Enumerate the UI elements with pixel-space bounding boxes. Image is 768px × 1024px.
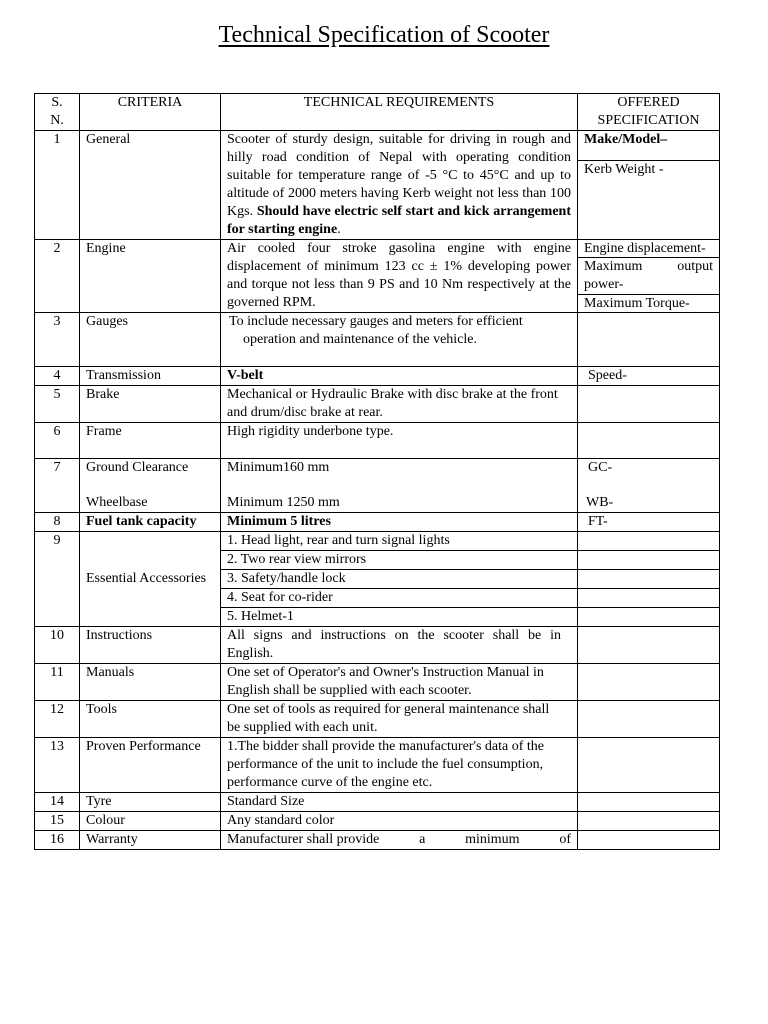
- criteria-cell: Engine: [80, 240, 221, 313]
- offered-cell: [578, 627, 720, 664]
- table-row: [35, 459, 720, 513]
- table-row: [35, 513, 720, 532]
- criteria-cell: [80, 459, 221, 513]
- criteria-cell: Tyre: [80, 793, 221, 812]
- row-number: 9: [35, 532, 80, 627]
- criteria-cell: Tools: [80, 701, 221, 738]
- row-number: 16: [35, 831, 80, 850]
- criteria-cell: Colour: [80, 812, 221, 831]
- accessory-item: 4. Seat for co-rider: [221, 589, 578, 608]
- offered-cell: [578, 589, 720, 608]
- criteria-cell: Brake: [80, 386, 221, 423]
- row-number: 14: [35, 793, 80, 812]
- table-row: [35, 738, 720, 793]
- table-row: [35, 532, 720, 551]
- table-row: [35, 240, 720, 313]
- row-number: 5: [35, 386, 80, 423]
- row-number: 10: [35, 627, 80, 664]
- offered-cell: [578, 831, 720, 850]
- offered-cell: Speed-: [578, 367, 720, 386]
- offered-maximum-output-power: Maximum output power-: [578, 257, 719, 294]
- requirement-cell: Any standard color: [221, 812, 578, 831]
- criteria-cell: Instructions: [80, 627, 221, 664]
- offered-cell: FT-: [578, 513, 720, 532]
- row-number: 2: [35, 240, 80, 313]
- offered-cell: [578, 423, 720, 459]
- requirement-cell: To include necessary gauges and meters for efficient operation and maintenance of the vehicle.: [221, 313, 578, 367]
- row-number: 1: [35, 131, 80, 240]
- specification-table: [34, 93, 720, 850]
- row-number: 6: [35, 423, 80, 459]
- row-number: 4: [35, 367, 80, 386]
- accessory-item: 2. Two rear view mirrors: [221, 551, 578, 570]
- accessory-item: 5. Helmet-1: [221, 608, 578, 627]
- table-row: [35, 627, 720, 664]
- header-row: [35, 94, 720, 131]
- row-number: 3: [35, 313, 80, 367]
- offered-engine-displacement: Engine displacement-: [584, 241, 706, 256]
- row-number: 12: [35, 701, 80, 738]
- requirement-cell: Mechanical or Hydraulic Brake with disc brake at the front and drum/disc brake at rear.: [221, 386, 578, 423]
- requirement-cell: One set of Operator's and Owner's Instruction Manual in English shall be supplied with each scooter.: [221, 664, 578, 701]
- offered-cell: [578, 313, 720, 367]
- row-number: 7: [35, 459, 80, 513]
- offered-cell: [578, 459, 720, 513]
- page-title: Technical Specification of Scooter: [218, 22, 550, 48]
- requirement-cell: One set of tools as required for general maintenance shall be supplied with each unit.: [221, 701, 578, 738]
- header-criteria: CRITERIA: [80, 94, 221, 131]
- offered-cell: [578, 131, 720, 240]
- offered-cell: [578, 701, 720, 738]
- header-offered-specification: OFFERED SPECIFICATION: [578, 94, 720, 131]
- offered-cell: [578, 608, 720, 627]
- table-row: [35, 313, 720, 367]
- offered-cell: [578, 532, 720, 551]
- table-row: [35, 793, 720, 812]
- table-row: [35, 812, 720, 831]
- table-row: [35, 831, 720, 850]
- requirement-cell: Air cooled four stroke gasolina engine with engine displacement of minimum 123 cc ± 1% developing power and torque not less than 9 PS and 10 Nm respectively at the governed RPM.: [221, 240, 578, 313]
- requirement-cell: Minimum 5 litres: [221, 513, 578, 532]
- criteria-cell: Frame: [80, 423, 221, 459]
- criteria-cell: General: [80, 131, 221, 240]
- header-technical-requirements: TECHNICAL REQUIREMENTS: [221, 94, 578, 131]
- table-row: [35, 423, 720, 459]
- offered-cell: [578, 386, 720, 423]
- criteria-cell: Transmission: [80, 367, 221, 386]
- row-number: 15: [35, 812, 80, 831]
- criteria-cell: Essential Accessories: [80, 532, 221, 627]
- criteria-cell: Warranty: [80, 831, 221, 850]
- offered-gc: GC-: [588, 460, 613, 475]
- requirement-cell: High rigidity underbone type.: [221, 423, 578, 459]
- accessory-item: 3. Safety/handle lock: [221, 570, 578, 589]
- table-row: [35, 701, 720, 738]
- criteria-cell: Gauges: [80, 313, 221, 367]
- accessory-item: 1. Head light, rear and turn signal lights: [221, 532, 578, 551]
- table-row: [35, 367, 720, 386]
- offered-maximum-torque: Maximum Torque-: [578, 294, 719, 312]
- offered-cell: [578, 738, 720, 793]
- requirement-cell: [221, 459, 578, 513]
- offered-cell: [578, 570, 720, 589]
- requirement-cell: 1.The bidder shall provide the manufacturer's data of the performance of the unit to include the fuel consumption, performance curve of the engine etc.: [221, 738, 578, 793]
- table-row: [35, 131, 720, 240]
- offered-make-model: Make/Model–: [584, 132, 668, 147]
- offered-wb: WB-: [586, 495, 614, 510]
- header-sn: S. N.: [35, 94, 80, 131]
- criteria-wheelbase: Wheelbase: [86, 495, 148, 510]
- table-row: [35, 386, 720, 423]
- requirement-cell: V-belt: [221, 367, 578, 386]
- offered-cell: [578, 240, 720, 313]
- offered-cell: [578, 812, 720, 831]
- requirement-ground-clearance: Minimum160 mm: [227, 460, 330, 475]
- requirement-cell: Manufacturer shall provide a minimum of: [221, 831, 578, 850]
- offered-cell: [578, 793, 720, 812]
- requirement-wheelbase: Minimum 1250 mm: [227, 495, 340, 510]
- offered-cell: [578, 664, 720, 701]
- requirement-cell: All signs and instructions on the scooter shall be in English.: [221, 627, 578, 664]
- offered-cell: [578, 551, 720, 570]
- criteria-cell: Proven Performance: [80, 738, 221, 793]
- requirement-cell: Standard Size: [221, 793, 578, 812]
- requirement-cell: Scooter of sturdy design, suitable for driving in rough and hilly road condition of Nepal with operating condition suitable for temperature range of -5 °C to 45°C and up to altitude of 2000 meters having Kerb weight not less than 100 Kgs. Should have electric self start and kick arrangement for starting engine.: [221, 131, 578, 240]
- row-number: 8: [35, 513, 80, 532]
- criteria-cell: Fuel tank capacity: [80, 513, 221, 532]
- criteria-ground-clearance: Ground Clearance: [86, 460, 189, 475]
- row-number: 13: [35, 738, 80, 793]
- offered-kerb-weight: Kerb Weight -: [578, 160, 719, 181]
- table-row: [35, 664, 720, 701]
- criteria-cell: Manuals: [80, 664, 221, 701]
- row-number: 11: [35, 664, 80, 701]
